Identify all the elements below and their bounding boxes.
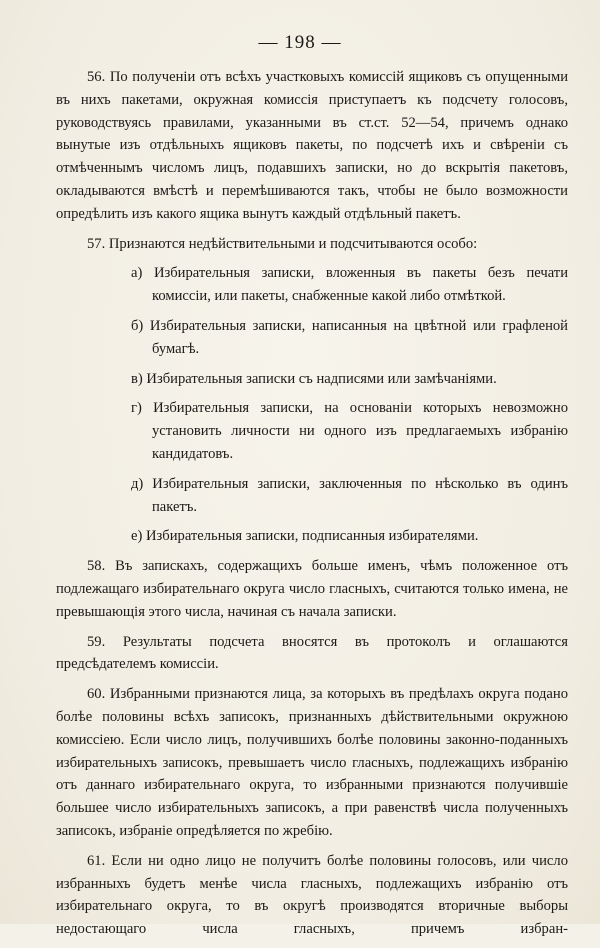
list-item-g: г) Избирательныя записки, на основаніи которыхъ невозможно установить личности ни одного изъ предлагаемыхъ избранію кандидатовъ. [131,400,568,462]
paragraph-57: 57. Признаются недѣйствительными и подсчитываются особо: [87,235,478,252]
list-item-a: а) Избирательныя записки, вложенныя въ пакеты безъ печати комиссіи, или пакеты, снабженные какой либо отмѣткой. [131,265,568,305]
list-item-b: б) Избирательныя записки, написанныя на цвѣтной или графленой бумагѣ. [131,317,568,357]
paragraph-60: 60. Избранными признаются лица, за которыхъ въ предѣлахъ округа подано болѣе половины всѣхъ записокъ, признанныхъ дѣйствительными окружною комиссіею. Если число лицъ, получившихъ болѣе половины законно-поданныхъ избирательныхъ записокъ, превышаетъ число гласныхъ, подлежащихъ избранію отъ даннаго избирательнаго округа, то избранными признаются получившіе большее число избирательныхъ записокъ, а при равенствѣ числа полученныхъ записокъ, избраніе опредѣляется по жребію. [56,686,568,839]
paragraph-56: 56. По полученіи отъ всѣхъ участковыхъ комиссій ящиковъ съ опущенными въ нихъ пакетами, окружная комиссія приступаетъ къ подсчету голосовъ, руководствуясь правилами, указанными въ ст.ст. 52—54, причемъ однако вынутые изъ отдѣльныхъ ящиковъ пакеты, по подсчетѣ ихъ и свѣреніи съ отмѣченнымъ числомъ лицъ, подавшихъ записки, но до вскрытія пакетовъ, окладываются вмѣстѣ и перемѣшиваются такъ, чтобы не было возможности опредѣлить изъ какого ящика вынутъ каждый отдѣльный пакетъ. [56,69,568,222]
list-item-v: в) Избирательныя записки съ надписями или замѣчаніями. [131,370,497,387]
body-text [56,66,568,948]
list-item-e: е) Избирательныя записки, подписанныя избирателями. [131,528,479,545]
list-item-d: д) Избирательныя записки, заключенныя по нѣсколько въ одинъ пакетъ. [131,475,568,515]
page-number: — 198 — [258,32,342,53]
paragraph-58: 58. Въ запискахъ, содержащихъ больше именъ, чѣмъ положенное отъ подлежащаго избирательнаго округа число гласныхъ, считаются только имена, не превышающія этого числа, начиная съ начала записки. [56,558,568,620]
paragraph-59: 59. Результаты подсчета вносятся въ протоколъ и оглашаются предсѣдателемъ комиссіи. [56,633,568,673]
paragraph-61: 61. Если ни одно лицо не получитъ болѣе половины голосовъ, или число избранныхъ будетъ менѣе числа гласныхъ, подлежащихъ избранію отъ избирательнаго округа, то въ округѣ производятся вторичные выборы недостающаго числа гласныхъ, причемъ избран- [56,852,568,938]
